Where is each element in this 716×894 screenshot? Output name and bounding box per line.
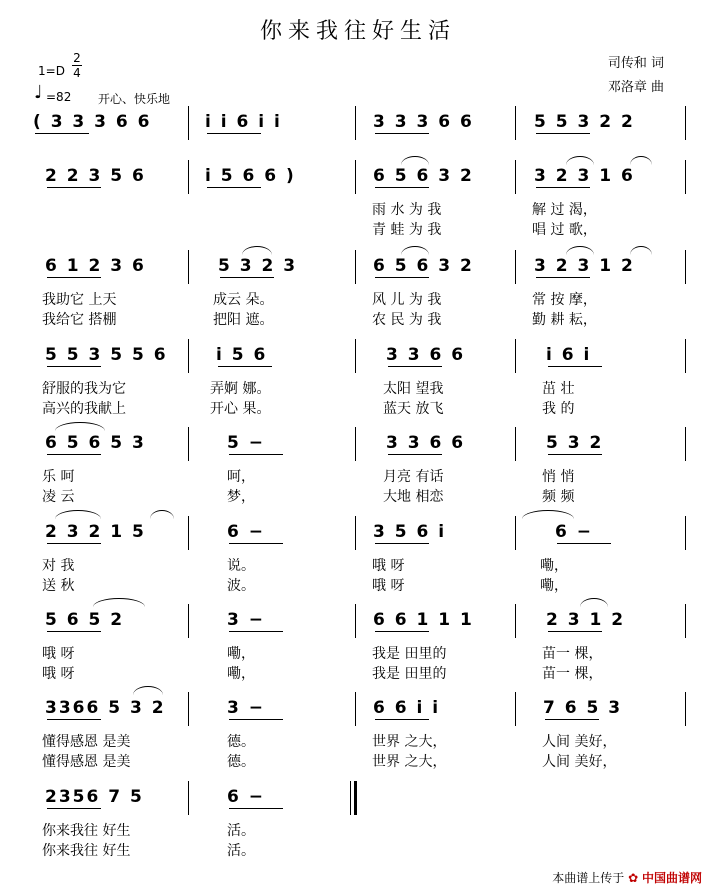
bar-line [685,106,686,140]
slur-mark [150,510,174,519]
lyric-verse-2: 嘞， [540,578,568,594]
beam-underline [375,543,429,544]
key-signature: 1=D [38,64,65,78]
lyric-verse-2: 苗一 棵， [542,666,603,682]
lyric-verse-1: 说。 [227,558,255,574]
lyric-verse-2: 波。 [227,578,255,594]
lyric-verse-1: 我是 田里的 [372,646,447,662]
lyric-verse-1: 茁 壮 [542,381,575,397]
beam-underline [375,631,429,632]
lyric-verse-1: 嘞， [227,646,255,662]
bar-line [685,604,686,638]
bar-line [355,516,356,550]
beam-underline [557,543,611,544]
lyric-verse-2: 开心 果。 [210,401,271,417]
slur-mark [242,246,272,255]
lyric-verse-2: 我给它 搭棚 [42,312,117,328]
measure-notes: i 6 i [546,345,592,365]
slur-mark [133,686,163,695]
measure-notes: 3 − [227,610,265,630]
beam-underline [47,543,101,544]
lyric-verse-2: 勤 耕 耘， [532,312,597,328]
beam-underline [47,719,101,720]
bar-line [515,427,516,461]
lyric-verse-2: 德。 [227,754,255,770]
beam-underline [207,187,261,188]
measure-notes: 3 2 3 1 2 [534,256,635,276]
beam-underline [388,454,442,455]
lyric-verse-2: 大地 相恋 [383,489,444,505]
beam-underline [548,631,602,632]
slur-mark [630,246,652,255]
lyric-verse-2: 高兴的我献上 [42,401,126,417]
beam-underline [47,808,101,809]
bar-line [355,106,356,140]
beam-underline [548,366,602,367]
lyric-verse-2: 频 频 [542,489,575,505]
beam-underline [35,133,89,134]
lyric-verse-2: 哦 呀 [372,578,405,594]
lyric-verse-1: 德。 [227,734,255,750]
bar-line [685,692,686,726]
measure-notes: 3 2 3 1 6 [534,166,635,186]
beam-underline [229,543,283,544]
lyric-verse-1: 人间 美好， [542,734,617,750]
measure-notes: 3 5 6 i [373,522,447,542]
bar-line [188,250,189,284]
bar-line [685,427,686,461]
measure-notes: 5 5 3 2 2 [534,112,635,132]
site-logo-icon: ✿ [628,871,639,885]
measure-notes: 6 5 6 3 2 [373,166,474,186]
beam-underline [545,719,599,720]
beam-underline [220,277,274,278]
lyric-verse-1: 常 按 摩， [532,292,597,308]
lyric-verse-1: 风 儿 为 我 [372,292,442,308]
slur-mark [55,422,105,431]
bar-line [515,692,516,726]
lyric-verse-1: 我助它 上天 [42,292,117,308]
bar-line [188,106,189,140]
lyric-verse-1: 呵， [227,469,255,485]
measure-notes: i i 6 i i [205,112,282,132]
lyric-verse-1: 太阳 望我 [383,381,444,397]
quarter-note-icon: ♩ [34,82,43,103]
mood-marking: 开心、快乐地 [98,92,171,106]
bar-line [685,339,686,373]
bar-line [355,160,356,194]
lyric-verse-1: 雨 水 为 我 [372,202,442,218]
lyric-verse-2: 活。 [227,843,255,859]
measure-notes: 6 − [227,522,265,542]
bar-line [355,692,356,726]
bar-line [515,106,516,140]
bar-line [188,692,189,726]
measure-notes: 6 − [555,522,593,542]
slur-mark [522,510,574,519]
lyric-verse-1: 乐 呵 [42,469,75,485]
lyric-verse-1: 对 我 [42,558,75,574]
bar-line [350,781,351,815]
lyric-verse-2: 梦， [227,489,255,505]
lyric-verse-1: 你来我往 好生 [42,823,131,839]
lyric-verse-1: 活。 [227,823,255,839]
footer [552,869,702,886]
bar-line [685,250,686,284]
beam-underline [47,187,101,188]
bar-line [355,427,356,461]
measure-notes: 3 3 3 6 6 [373,112,474,132]
lyric-verse-1: 哦 呀 [372,558,405,574]
lyric-verse-2: 送 秋 [42,578,75,594]
measure-notes: i 5 6 6 ) [205,166,296,186]
lyric-verse-1: 舒服的我为它 [42,381,126,397]
bar-line [355,604,356,638]
beam-underline [536,277,590,278]
lyric-verse-1: 悄 悄 [542,469,575,485]
lyric-verse-2: 哦 呀 [42,666,75,682]
slur-mark [93,598,145,607]
bar-line [515,160,516,194]
time-signature-bottom: 4 [73,66,81,80]
measure-notes: 6 5 6 5 3 [45,433,146,453]
lyric-verse-2: 把阳 遮。 [213,312,274,328]
beam-underline [229,454,283,455]
lyric-verse-1: 世界 之大， [372,734,447,750]
bar-line [515,250,516,284]
beam-underline [229,631,283,632]
bar-line [188,781,189,815]
lyric-verse-1: 解 过 渴， [532,202,597,218]
lyric-verse-2: 我 的 [542,401,575,417]
measure-notes: ( 3 3 3 6 6 [33,112,152,132]
slur-mark [630,156,652,165]
beam-underline [536,133,590,134]
lyric-verse-2: 世界 之大， [372,754,447,770]
measure-notes: i 5 6 [216,345,268,365]
lyric-verse-2: 你来我往 好生 [42,843,131,859]
bar-line [685,516,686,550]
time-signature-top: 2 [73,51,81,65]
beam-underline [47,631,101,632]
beam-underline [218,366,272,367]
slur-mark [566,156,594,165]
measure-notes: 6 6 i i [373,698,441,718]
lyric-verse-2: 凌 云 [42,489,75,505]
bar-line [188,160,189,194]
bar-line [355,339,356,373]
lyric-verse-1: 成云 朵。 [213,292,274,308]
bar-line [188,516,189,550]
measure-notes: 2 3 1 2 [546,610,626,630]
measure-notes: 6 − [227,787,265,807]
bar-line [355,250,356,284]
measure-notes: 2 3 2 1 5 [45,522,146,542]
beam-underline [375,277,429,278]
beam-underline [375,187,429,188]
bar-line [354,781,357,815]
measure-notes: 5 − [227,433,265,453]
lyric-verse-1: 月亮 有话 [383,469,444,485]
measure-notes: 3 3 6 6 [386,345,466,365]
slur-mark [401,246,429,255]
lyricist-credit: 司传和 词 [607,56,664,71]
tempo-marking: =82 [46,90,72,104]
bar-line [188,339,189,373]
slur-mark [580,598,608,607]
measure-notes: 5 6 5 2 [45,610,125,630]
bar-line [685,160,686,194]
measure-notes: 6 6 1 1 1 [373,610,474,630]
lyric-verse-2: 唱 过 歌， [532,222,597,238]
lyric-verse-2: 蓝天 放飞 [383,401,444,417]
bar-line [515,516,516,550]
measure-notes: 3 3 6 6 [386,433,466,453]
slur-mark [401,156,429,165]
measure-notes: 2356 7 5 [45,787,144,807]
beam-underline [207,133,261,134]
lyric-verse-2: 嘞， [227,666,255,682]
lyric-verse-2: 人间 美好， [542,754,617,770]
bar-line [188,604,189,638]
beam-underline [375,133,429,134]
measure-notes: 2 2 3 5 6 [45,166,146,186]
beam-underline [536,187,590,188]
measure-notes: 7 6 5 3 [543,698,623,718]
lyric-verse-1: 嘞， [540,558,568,574]
measure-notes: 5 3 2 3 [218,256,298,276]
beam-underline [548,454,602,455]
beam-underline [47,366,101,367]
measure-notes: 3366 5 3 2 [45,698,166,718]
lyric-verse-2: 懂得感恩 是美 [42,754,131,770]
beam-underline [229,808,283,809]
measure-notes: 6 5 6 3 2 [373,256,474,276]
measure-notes: 5 5 3 5 5 6 [45,345,168,365]
song-title: 你来我往好生活 [259,19,456,44]
bar-line [515,339,516,373]
beam-underline [388,366,442,367]
lyric-verse-2: 农 民 为 我 [372,312,442,328]
lyric-verse-2: 青 蛙 为 我 [372,222,442,238]
lyric-verse-1: 哦 呀 [42,646,75,662]
bar-line [188,427,189,461]
beam-underline [229,719,283,720]
lyric-verse-2: 我是 田里的 [372,666,447,682]
measure-notes: 6 1 2 3 6 [45,256,146,276]
bar-line [515,604,516,638]
lyric-verse-1: 苗一 棵， [542,646,603,662]
site-logo-text: 中国曲谱网 [641,871,702,885]
composer-credit: 邓洛章 曲 [607,80,664,95]
slur-mark [566,246,594,255]
footer-text: 本曲谱上传于 [552,871,625,885]
slur-mark [55,510,101,519]
measure-notes: 3 − [227,698,265,718]
lyric-verse-1: 弄婀 娜。 [210,381,271,397]
lyric-verse-1: 懂得感恩 是美 [42,734,131,750]
measure-notes: 5 3 2 [546,433,604,453]
beam-underline [47,454,101,455]
beam-underline [47,277,101,278]
beam-underline [375,719,429,720]
